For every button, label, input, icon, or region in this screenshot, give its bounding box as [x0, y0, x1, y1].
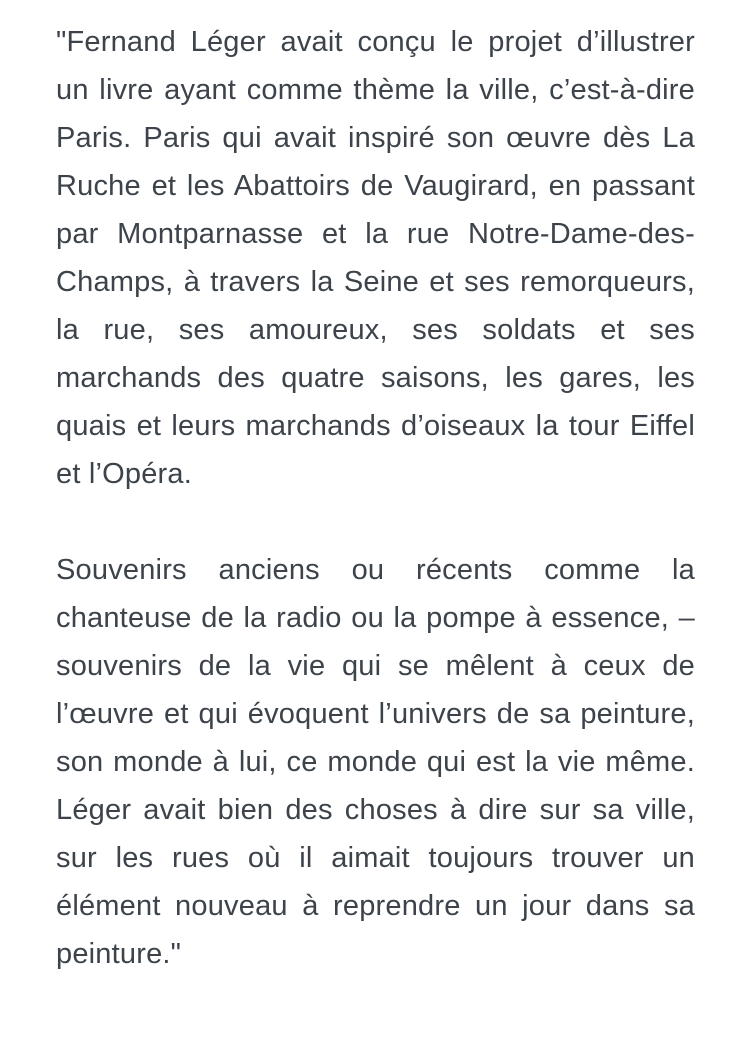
quote-text-block: [56, 18, 695, 978]
paragraph-1: "Fernand Léger avait conçu le projet d’illustrer un livre ayant comme thème la ville, c’est-à-dire Paris. Paris qui avait inspiré son œuvre dès La Ruche et les Abattoirs de Vaugirard, en passant par Montparnasse et la rue Notre-Dame-des-Champs, à travers la Seine et ses remorqueurs, la rue, ses amoureux, ses soldats et ses marchands des quatre saisons, les gares, les quais et leurs marchands d’oiseaux la tour Eiffel et l’Opéra.: [56, 26, 695, 490]
paragraph-2: Souvenirs anciens ou récents comme la chanteuse de la radio ou la pompe à essence, – souvenirs de la vie qui se mêlent à ceux de l’œuvre et qui évoquent l’univers de sa peinture, son monde à lui, ce monde qui est la vie même. Léger avait bien des choses à dire sur sa ville, sur les rues où il aimait toujours trouver un élément nouveau à reprendre un jour dans sa peinture.": [56, 554, 695, 970]
